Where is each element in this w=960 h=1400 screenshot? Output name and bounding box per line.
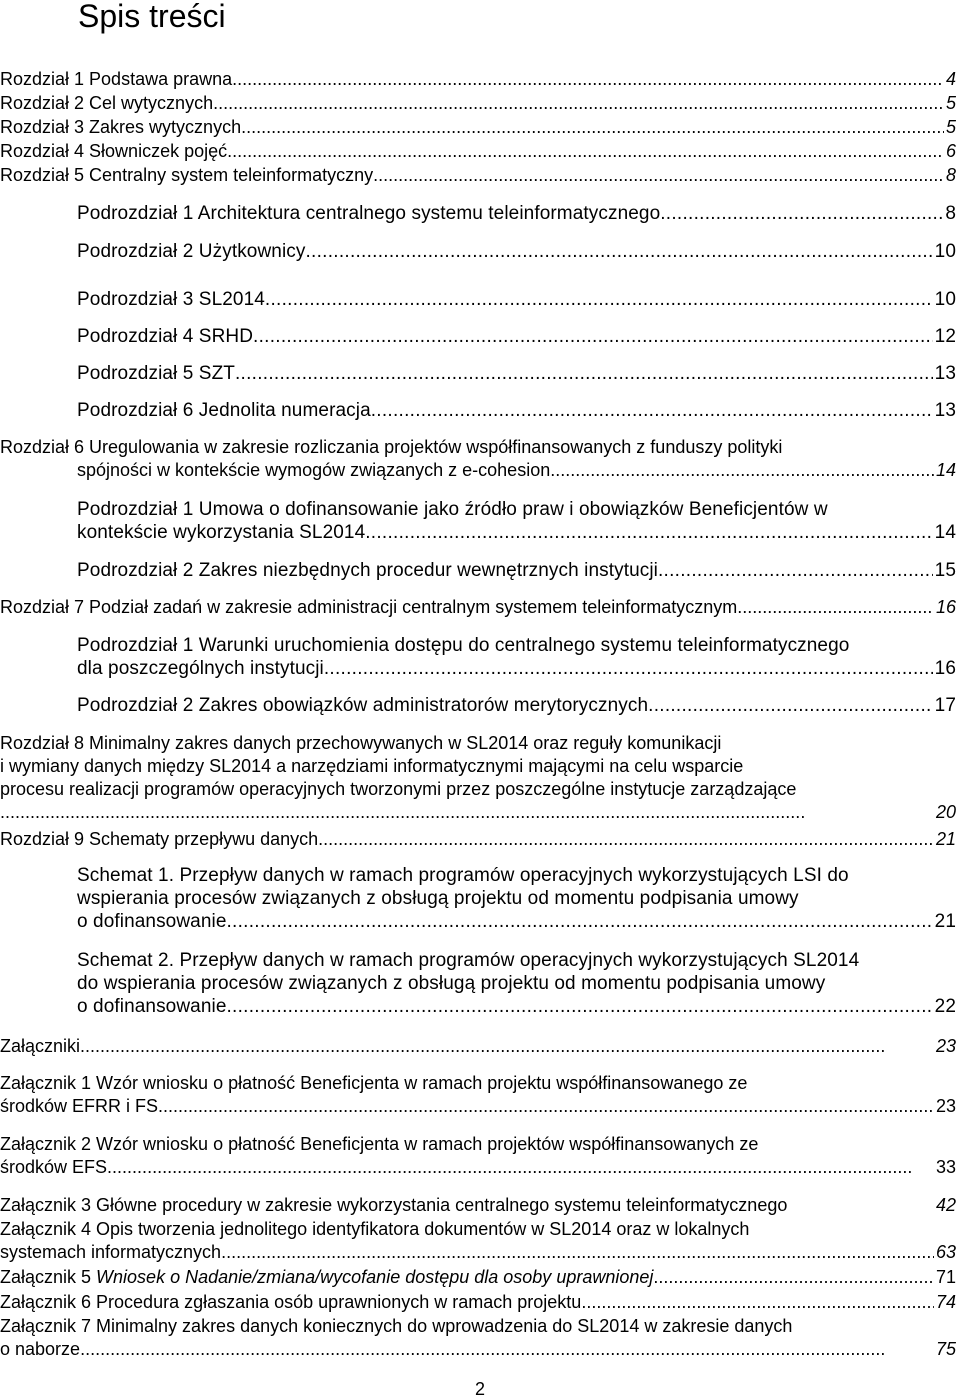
- toc-entry-title: spójności w kontekście wymogów związanych z e-cohesion: [77, 460, 551, 480]
- dot-leader: [365, 521, 932, 544]
- toc-entry[interactable]: [77, 399, 956, 423]
- toc-entry-line: Załącznik 1 Wzór wniosku o płatność Beneficjenta w ramach projektu współfinansowanego ze: [0, 1073, 748, 1093]
- toc-page-number: 12: [934, 326, 956, 347]
- toc-entry-title: Podrozdział 4 SRHD: [77, 326, 254, 347]
- toc-entry[interactable]: [77, 240, 956, 264]
- page-number: 2: [474, 1379, 485, 1399]
- dot-leader: [232, 68, 944, 91]
- toc-entry[interactable]: [0, 436, 956, 482]
- toc-entry-title: Podrozdział 2 Użytkownicy: [77, 241, 306, 262]
- toc-entry[interactable]: [77, 202, 956, 226]
- toc-entry-prefix: Załącznik 5: [0, 1267, 97, 1287]
- toc-entry-line: Podrozdział 1 Warunki uruchomienia dostępu do centralnego systemu teleinformatycznego: [77, 635, 850, 656]
- toc-entry[interactable]: [0, 164, 956, 187]
- toc-entry-title: Rozdział 9 Schematy przepływu danych: [0, 829, 319, 849]
- dot-leader: [227, 140, 944, 163]
- toc-entry[interactable]: [0, 1315, 956, 1361]
- toc-entry-title: Podrozdział 2 Zakres obowiązków administratorów merytorycznych: [77, 695, 649, 716]
- toc-entry[interactable]: [0, 68, 956, 91]
- page-title: Spis treści: [78, 0, 226, 34]
- toc-page-number: 21: [935, 829, 956, 849]
- toc-entry-title: Załącznik 3 Główne procedury w zakresie wykorzystania centralnego systemu teleinformatycznego: [0, 1195, 788, 1215]
- toc-page-number: 4: [945, 69, 956, 89]
- toc-entry-line: Załącznik 7 Minimalny zakres danych koniecznych do wprowadzenia do SL2014 w zakresie danych: [0, 1316, 793, 1336]
- toc-entry[interactable]: [0, 92, 956, 115]
- toc-entry-title: środków EFS: [0, 1157, 108, 1177]
- toc-entry-line: procesu realizacji programów operacyjnych tworzonymi przez poszczególne instytucje zarządzające: [0, 779, 797, 799]
- dot-leader: [660, 202, 943, 226]
- toc-entry-line: do wspierania procesów związanych z obsługą projektu od momentu podpisania umowy: [77, 973, 826, 994]
- toc-page-number: 16: [935, 597, 956, 617]
- toc-entry[interactable]: [0, 1266, 956, 1289]
- dot-leader: [80, 1338, 934, 1361]
- toc-entry-line: i wymiany danych między SL2014 a narzędziami informatycznymi mającymi na celu wsparcie: [0, 756, 744, 776]
- dot-leader: [265, 288, 933, 312]
- toc-entry-line: Schemat 1. Przepływ danych w ramach programów operacyjnych wykorzystujących LSI do: [77, 865, 849, 886]
- toc-entry-italic-title: Wniosek o Nadanie/zmiana/wycofanie dostępu dla osoby uprawnionej: [96, 1267, 654, 1287]
- toc-page-number: 20: [935, 802, 956, 822]
- toc-entry-title: Podrozdział 5 SZT: [77, 363, 235, 384]
- toc-page-number: 5: [945, 93, 956, 113]
- dot-leader: [221, 1241, 934, 1264]
- toc-entry[interactable]: [0, 828, 956, 851]
- toc-entry-title: Rozdział 4 Słowniczek pojęć: [0, 141, 228, 161]
- toc-page-number: 42: [935, 1195, 956, 1215]
- toc-page-number: 6: [945, 141, 956, 161]
- toc-entry-title: Rozdział 3 Zakres wytycznych: [0, 117, 242, 137]
- toc-page-number: 8: [945, 203, 956, 224]
- toc-entry-title: Rozdział 2 Cel wytycznych: [0, 93, 214, 113]
- dot-leader: [658, 559, 933, 583]
- toc-page-number: 63: [935, 1242, 956, 1262]
- toc-page-number: 23: [935, 1036, 956, 1056]
- dot-leader: [227, 910, 933, 933]
- dot-leader: [581, 1291, 934, 1314]
- toc-entry[interactable]: [77, 362, 956, 386]
- toc-entry-title: Załącznik 6 Procedura zgłaszania osób uprawnionych w ramach projektu: [0, 1292, 582, 1312]
- toc-page-number: 10: [934, 289, 956, 310]
- dot-leader: [213, 92, 944, 115]
- toc-page-number: 15: [934, 560, 956, 581]
- toc-entry-title: Rozdział 1 Podstawa prawna: [0, 69, 233, 89]
- toc-entry-title: dla poszczególnych instytucji: [77, 658, 324, 679]
- toc-page-number: 33: [935, 1157, 956, 1177]
- toc-entry-title: o naborze: [0, 1339, 81, 1359]
- toc-entry[interactable]: [77, 694, 956, 718]
- toc-entry[interactable]: [0, 116, 956, 139]
- toc-page-number: 21: [934, 911, 956, 932]
- toc-page-number: 13: [934, 400, 956, 421]
- dot-leader: [241, 116, 944, 139]
- toc-entry[interactable]: [0, 1072, 956, 1118]
- toc-entry[interactable]: [0, 1035, 956, 1058]
- toc-page-number: 22: [934, 996, 956, 1017]
- toc-entry-title: Podrozdział 6 Jednolita numeracja: [77, 400, 371, 421]
- toc-entry-title: Rozdział 7 Podział zadań w zakresie administracji centralnym systemem teleinformatycznym: [0, 597, 738, 617]
- toc-entry[interactable]: [77, 634, 956, 680]
- toc-entry-line: wspierania procesów związanych z obsługą projektu od momentu podpisania umowy: [77, 888, 799, 909]
- toc-entry-line: Załącznik 2 Wzór wniosku o płatność Beneficjenta w ramach projektów współfinansowanych ze: [0, 1134, 759, 1154]
- toc-entry-title: kontekście wykorzystania SL2014: [77, 522, 366, 543]
- dot-leader: [235, 362, 933, 386]
- dot-leader: [550, 459, 934, 482]
- toc-entry[interactable]: [0, 1291, 956, 1314]
- toc-entry-title: o dofinansowanie: [77, 911, 227, 932]
- toc-page-number: 71: [935, 1267, 956, 1287]
- toc-entry-title: Podrozdział 1 Architektura centralnego systemu teleinformatycznego: [77, 203, 661, 224]
- dot-leader: [371, 399, 933, 423]
- toc-entry-line: Podrozdział 1 Umowa o dofinansowanie jako źródło praw i obowiązków Beneficjentów w: [77, 499, 828, 520]
- dot-leader: [648, 694, 933, 718]
- dot-leader: [373, 164, 944, 187]
- toc-entry[interactable]: [77, 559, 956, 583]
- dot-leader: [158, 1095, 934, 1118]
- toc-entry[interactable]: [0, 732, 956, 824]
- toc-entry-line: Rozdział 8 Minimalny zakres danych przechowywanych w SL2014 oraz reguły komunikacji: [0, 733, 722, 753]
- toc-entry-line: Schemat 2. Przepływ danych w ramach programów operacyjnych wykorzystujących SL2014: [77, 950, 860, 971]
- dot-leader: [653, 1266, 934, 1289]
- dot-leader: [253, 325, 933, 349]
- toc-entry-title: Podrozdział 2 Zakres niezbędnych procedur wewnętrznych instytucji: [77, 560, 658, 581]
- toc-entry[interactable]: [77, 288, 956, 312]
- dot-leader: [107, 1156, 934, 1179]
- toc-entry[interactable]: [0, 1194, 956, 1217]
- dot-leader: [80, 1035, 934, 1058]
- toc-entry[interactable]: [0, 1133, 956, 1179]
- toc-page-number: 5: [945, 117, 956, 137]
- toc-entry-title: systemach informatycznych: [0, 1242, 222, 1262]
- toc-entry-line: Rozdział 6 Uregulowania w zakresie rozliczania projektów współfinansowanych z funduszy polityki: [0, 437, 783, 457]
- toc-entry-title: Podrozdział 3 SL2014: [77, 289, 265, 310]
- toc-entry[interactable]: [0, 596, 956, 619]
- toc-page-number: 16: [934, 658, 956, 679]
- dot-leader: [324, 657, 933, 680]
- toc-page-number: 23: [935, 1096, 956, 1116]
- toc-entry[interactable]: [77, 949, 956, 1018]
- dot-leader: [227, 995, 933, 1018]
- toc-entry[interactable]: [77, 325, 956, 349]
- toc-page-number: 13: [934, 363, 956, 384]
- toc-entry[interactable]: [0, 140, 956, 163]
- toc-entry-title: [0, 1266, 653, 1289]
- toc-entry[interactable]: [77, 498, 956, 544]
- dot-leader: [318, 828, 934, 851]
- toc-entry-title: Załączniki: [0, 1036, 81, 1056]
- dot-leader: [305, 240, 932, 264]
- toc-entry-title: środków EFRR i FS: [0, 1096, 159, 1116]
- toc-page-number: 8: [945, 165, 956, 185]
- toc-entry-title: Rozdział 5 Centralny system teleinformatyczny: [0, 165, 374, 185]
- toc-entry[interactable]: [0, 1218, 956, 1264]
- toc-entry[interactable]: [77, 864, 956, 933]
- toc-entry-title: o dofinansowanie: [77, 996, 227, 1017]
- dot-leader: [737, 596, 934, 619]
- dot-leader: [0, 801, 934, 824]
- toc-entry-line: Załącznik 4 Opis tworzenia jednolitego identyfikatora dokumentów w SL2014 oraz w lokalnych: [0, 1219, 750, 1239]
- toc-page-number: 10: [934, 241, 956, 262]
- toc-page-number: 17: [934, 695, 956, 716]
- toc-page-number: 75: [935, 1339, 956, 1359]
- toc-page-number: 74: [935, 1292, 956, 1312]
- toc-page-number: 14: [934, 522, 956, 543]
- toc-page-number: 14: [935, 460, 956, 480]
